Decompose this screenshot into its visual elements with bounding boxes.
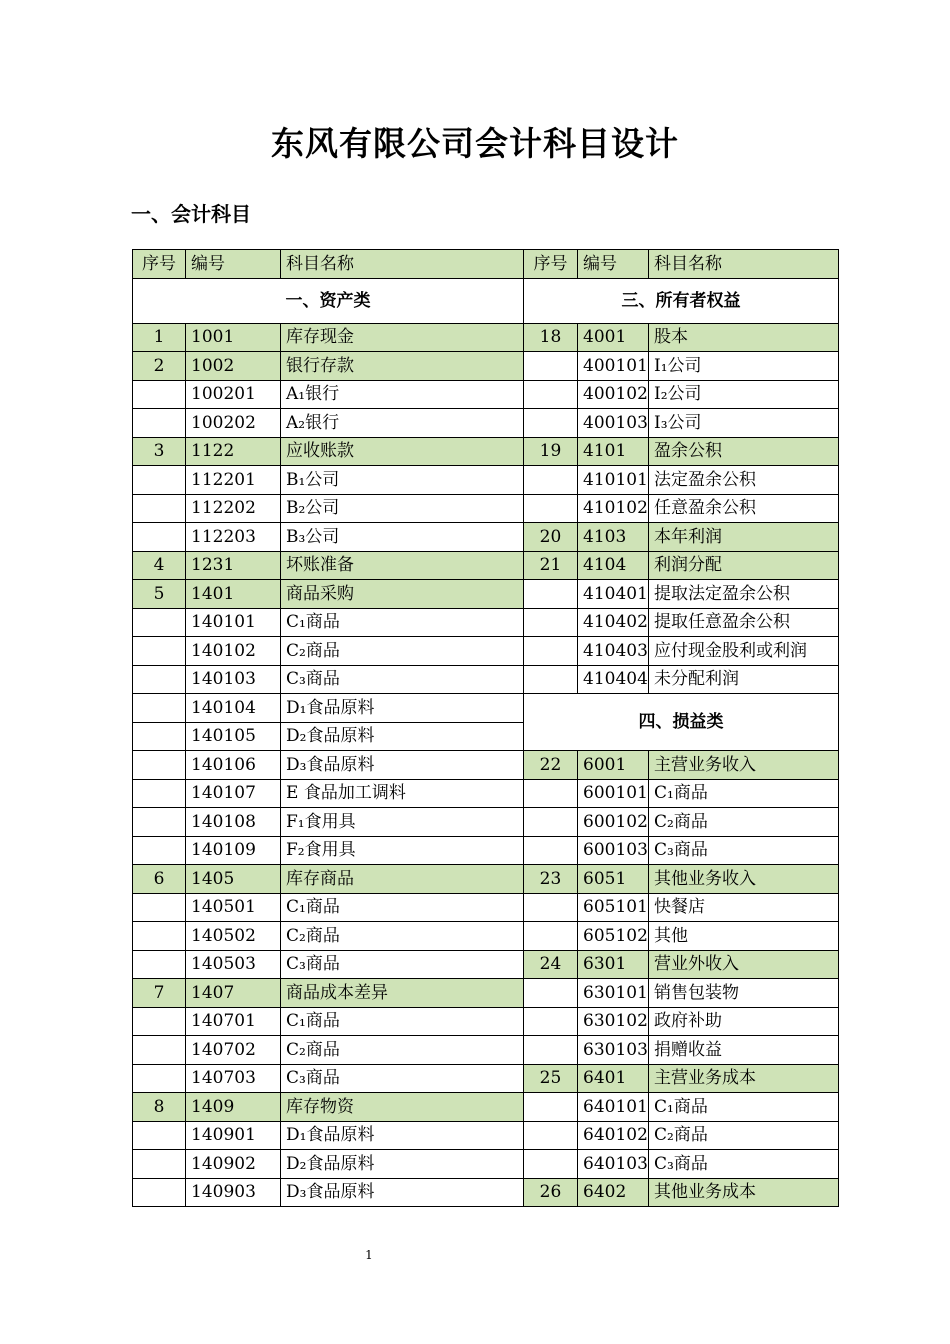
seq-cell <box>133 608 186 637</box>
seq-cell <box>133 779 186 808</box>
code-cell: 410403 <box>578 637 649 666</box>
account-name-cell: C₃商品 <box>281 665 524 694</box>
page-number: 1 <box>365 1248 373 1262</box>
code-cell: 140102 <box>186 637 281 666</box>
code-cell: 6301 <box>578 950 649 979</box>
code-cell: 1231 <box>186 551 281 580</box>
account-name-cell: 应收账款 <box>281 437 524 466</box>
column-header: 编号 <box>186 250 281 279</box>
account-name-cell: A₂银行 <box>281 409 524 438</box>
account-name-cell: I₂公司 <box>649 380 839 409</box>
code-cell: 400103 <box>578 409 649 438</box>
seq-cell <box>524 893 578 922</box>
account-name-cell: D₂食品原料 <box>281 1150 524 1179</box>
seq-cell: 18 <box>524 323 578 352</box>
account-name-cell: D₁食品原料 <box>281 1121 524 1150</box>
code-cell: 140105 <box>186 722 281 751</box>
code-cell: 605102 <box>578 922 649 951</box>
account-name-cell: 任意盈余公积 <box>649 494 839 523</box>
account-name-cell: B₁公司 <box>281 466 524 495</box>
seq-cell <box>133 409 186 438</box>
code-cell: 1407 <box>186 979 281 1008</box>
section-heading: 一、会计科目 <box>131 202 251 226</box>
column-header: 编号 <box>578 250 649 279</box>
code-cell: 140109 <box>186 836 281 865</box>
code-cell: 1405 <box>186 865 281 894</box>
seq-cell <box>133 1178 186 1207</box>
seq-cell: 24 <box>524 950 578 979</box>
table-row <box>133 950 839 979</box>
category-profit-loss: 四、损益类 <box>524 694 839 751</box>
account-name-cell: B₂公司 <box>281 494 524 523</box>
table-row <box>133 1121 839 1150</box>
column-header: 序号 <box>524 250 578 279</box>
seq-cell <box>133 1036 186 1065</box>
seq-cell <box>133 922 186 951</box>
code-cell: 400102 <box>578 380 649 409</box>
account-name-cell: C₂商品 <box>281 922 524 951</box>
seq-cell <box>524 1093 578 1122</box>
account-name-cell: 未分配利润 <box>649 665 839 694</box>
code-cell: 140701 <box>186 1007 281 1036</box>
account-name-cell: C₃商品 <box>649 836 839 865</box>
code-cell: 600102 <box>578 808 649 837</box>
account-name-cell: 商品成本差异 <box>281 979 524 1008</box>
table-row <box>133 1036 839 1065</box>
code-cell: 4103 <box>578 523 649 552</box>
code-cell: 140107 <box>186 779 281 808</box>
seq-cell <box>524 608 578 637</box>
table-row <box>133 694 839 723</box>
account-name-cell: 库存现金 <box>281 323 524 352</box>
seq-cell <box>133 1150 186 1179</box>
code-cell: 1002 <box>186 352 281 381</box>
seq-cell <box>524 1121 578 1150</box>
code-cell: 140501 <box>186 893 281 922</box>
seq-cell <box>524 779 578 808</box>
seq-cell: 22 <box>524 751 578 780</box>
code-cell: 140108 <box>186 808 281 837</box>
table-row <box>133 494 839 523</box>
code-cell: 140104 <box>186 694 281 723</box>
account-name-cell: 法定盈余公积 <box>649 466 839 495</box>
account-name-cell: 股本 <box>649 323 839 352</box>
seq-cell <box>524 665 578 694</box>
account-name-cell: F₁食用具 <box>281 808 524 837</box>
seq-cell <box>133 808 186 837</box>
column-header: 科目名称 <box>281 250 524 279</box>
account-name-cell: C₃商品 <box>281 950 524 979</box>
seq-cell <box>133 722 186 751</box>
account-name-cell: D₃食品原料 <box>281 1178 524 1207</box>
account-name-cell: 提取法定盈余公积 <box>649 580 839 609</box>
table-row <box>133 808 839 837</box>
code-cell: 6001 <box>578 751 649 780</box>
code-cell: 630101 <box>578 979 649 1008</box>
table-row <box>133 437 839 466</box>
account-name-cell: E 食品加工调料 <box>281 779 524 808</box>
table-row <box>133 352 839 381</box>
account-name-cell: C₁商品 <box>281 608 524 637</box>
code-cell: 600101 <box>578 779 649 808</box>
seq-cell: 8 <box>133 1093 186 1122</box>
column-header: 序号 <box>133 250 186 279</box>
account-name-cell: 库存商品 <box>281 865 524 894</box>
code-cell: 4101 <box>578 437 649 466</box>
code-cell: 410101 <box>578 466 649 495</box>
seq-cell <box>524 580 578 609</box>
table-row <box>133 836 839 865</box>
seq-cell <box>133 694 186 723</box>
account-name-cell: 政府补助 <box>649 1007 839 1036</box>
code-cell: 4001 <box>578 323 649 352</box>
account-name-cell: D₁食品原料 <box>281 694 524 723</box>
account-name-cell: D₃食品原料 <box>281 751 524 780</box>
code-cell: 112203 <box>186 523 281 552</box>
account-name-cell: 应付现金股利或利润 <box>649 637 839 666</box>
seq-cell <box>524 922 578 951</box>
code-cell: 140103 <box>186 665 281 694</box>
code-cell: 410401 <box>578 580 649 609</box>
table-row <box>133 1064 839 1093</box>
account-name-cell: 销售包装物 <box>649 979 839 1008</box>
account-name-cell: 快餐店 <box>649 893 839 922</box>
header-row <box>133 250 839 279</box>
account-name-cell: A₁银行 <box>281 380 524 409</box>
seq-cell <box>524 1150 578 1179</box>
seq-cell <box>133 836 186 865</box>
code-cell: 410402 <box>578 608 649 637</box>
code-cell: 140702 <box>186 1036 281 1065</box>
account-name-cell: D₂食品原料 <box>281 722 524 751</box>
code-cell: 112201 <box>186 466 281 495</box>
account-name-cell: 利润分配 <box>649 551 839 580</box>
account-name-cell: 银行存款 <box>281 352 524 381</box>
account-name-cell: 主营业务成本 <box>649 1064 839 1093</box>
account-name-cell: 提取任意盈余公积 <box>649 608 839 637</box>
accounts-table <box>132 249 839 1207</box>
seq-cell <box>133 523 186 552</box>
code-cell: 112202 <box>186 494 281 523</box>
seq-cell <box>524 1007 578 1036</box>
code-cell: 410102 <box>578 494 649 523</box>
code-cell: 410404 <box>578 665 649 694</box>
account-name-cell: I₁公司 <box>649 352 839 381</box>
seq-cell <box>524 380 578 409</box>
table-row <box>133 637 839 666</box>
code-cell: 140503 <box>186 950 281 979</box>
column-header: 科目名称 <box>649 250 839 279</box>
account-name-cell: C₃商品 <box>649 1150 839 1179</box>
table-row <box>133 665 839 694</box>
table-row <box>133 922 839 951</box>
code-cell: 100202 <box>186 409 281 438</box>
code-cell: 630102 <box>578 1007 649 1036</box>
seq-cell <box>133 637 186 666</box>
account-name-cell: C₁商品 <box>281 1007 524 1036</box>
table-row <box>133 580 839 609</box>
table-row <box>133 1150 839 1179</box>
code-cell: 140902 <box>186 1150 281 1179</box>
seq-cell <box>524 1036 578 1065</box>
account-name-cell: 其他业务成本 <box>649 1178 839 1207</box>
seq-cell: 21 <box>524 551 578 580</box>
account-name-cell: 商品采购 <box>281 580 524 609</box>
code-cell: 640102 <box>578 1121 649 1150</box>
account-name-cell: C₂商品 <box>281 1036 524 1065</box>
table-row <box>133 323 839 352</box>
code-cell: 4104 <box>578 551 649 580</box>
account-name-cell: C₁商品 <box>649 1093 839 1122</box>
account-name-cell: 坏账准备 <box>281 551 524 580</box>
category-equity: 三、所有者权益 <box>524 278 839 323</box>
account-name-cell: C₁商品 <box>649 779 839 808</box>
code-cell: 605101 <box>578 893 649 922</box>
account-name-cell: 主营业务收入 <box>649 751 839 780</box>
table-row <box>133 893 839 922</box>
code-cell: 1401 <box>186 580 281 609</box>
table-row <box>133 1093 839 1122</box>
account-name-cell: C₂商品 <box>649 808 839 837</box>
account-name-cell: 捐赠收益 <box>649 1036 839 1065</box>
seq-cell <box>133 893 186 922</box>
code-cell: 1001 <box>186 323 281 352</box>
account-name-cell: 营业外收入 <box>649 950 839 979</box>
table-row <box>133 979 839 1008</box>
account-name-cell: C₂商品 <box>649 1121 839 1150</box>
seq-cell: 25 <box>524 1064 578 1093</box>
seq-cell <box>524 637 578 666</box>
account-name-cell: 本年利润 <box>649 523 839 552</box>
code-cell: 640103 <box>578 1150 649 1179</box>
code-cell: 140703 <box>186 1064 281 1093</box>
account-name-cell: 其他业务收入 <box>649 865 839 894</box>
seq-cell: 26 <box>524 1178 578 1207</box>
seq-cell: 19 <box>524 437 578 466</box>
seq-cell <box>524 409 578 438</box>
table-row <box>133 551 839 580</box>
code-cell: 1122 <box>186 437 281 466</box>
account-name-cell: C₁商品 <box>281 893 524 922</box>
code-cell: 640101 <box>578 1093 649 1122</box>
account-name-cell: I₃公司 <box>649 409 839 438</box>
account-name-cell: F₂食用具 <box>281 836 524 865</box>
seq-cell <box>524 979 578 1008</box>
seq-cell <box>133 950 186 979</box>
account-name-cell: 其他 <box>649 922 839 951</box>
seq-cell <box>524 494 578 523</box>
seq-cell <box>133 380 186 409</box>
code-cell: 140101 <box>186 608 281 637</box>
table-row <box>133 751 839 780</box>
seq-cell: 2 <box>133 352 186 381</box>
seq-cell <box>133 1007 186 1036</box>
seq-cell <box>524 352 578 381</box>
seq-cell <box>133 665 186 694</box>
seq-cell: 5 <box>133 580 186 609</box>
seq-cell: 6 <box>133 865 186 894</box>
category-assets: 一、资产类 <box>133 278 524 323</box>
table-row <box>133 1178 839 1207</box>
seq-cell: 4 <box>133 551 186 580</box>
code-cell: 140903 <box>186 1178 281 1207</box>
code-cell: 6402 <box>578 1178 649 1207</box>
code-cell: 600103 <box>578 836 649 865</box>
account-name-cell: C₃商品 <box>281 1064 524 1093</box>
code-cell: 140502 <box>186 922 281 951</box>
seq-cell <box>133 1064 186 1093</box>
seq-cell <box>133 1121 186 1150</box>
account-name-cell: B₃公司 <box>281 523 524 552</box>
seq-cell <box>133 751 186 780</box>
seq-cell <box>524 466 578 495</box>
seq-cell <box>524 808 578 837</box>
table-row <box>133 380 839 409</box>
account-name-cell: C₂商品 <box>281 637 524 666</box>
seq-cell <box>133 494 186 523</box>
table-row <box>133 1007 839 1036</box>
code-cell: 140106 <box>186 751 281 780</box>
code-cell: 6401 <box>578 1064 649 1093</box>
table-row <box>133 466 839 495</box>
seq-cell <box>133 466 186 495</box>
account-name-cell: 盈余公积 <box>649 437 839 466</box>
account-name-cell: 库存物资 <box>281 1093 524 1122</box>
seq-cell: 3 <box>133 437 186 466</box>
code-cell: 140901 <box>186 1121 281 1150</box>
seq-cell: 1 <box>133 323 186 352</box>
table-row <box>133 608 839 637</box>
page-title: 东风有限公司会计科目设计 <box>271 124 679 163</box>
category-row <box>133 278 839 323</box>
code-cell: 1409 <box>186 1093 281 1122</box>
code-cell: 100201 <box>186 380 281 409</box>
seq-cell: 20 <box>524 523 578 552</box>
table-row <box>133 409 839 438</box>
code-cell: 630103 <box>578 1036 649 1065</box>
seq-cell: 7 <box>133 979 186 1008</box>
code-cell: 6051 <box>578 865 649 894</box>
seq-cell <box>524 836 578 865</box>
table-row <box>133 865 839 894</box>
table-row <box>133 523 839 552</box>
table-row <box>133 779 839 808</box>
seq-cell: 23 <box>524 865 578 894</box>
code-cell: 400101 <box>578 352 649 381</box>
